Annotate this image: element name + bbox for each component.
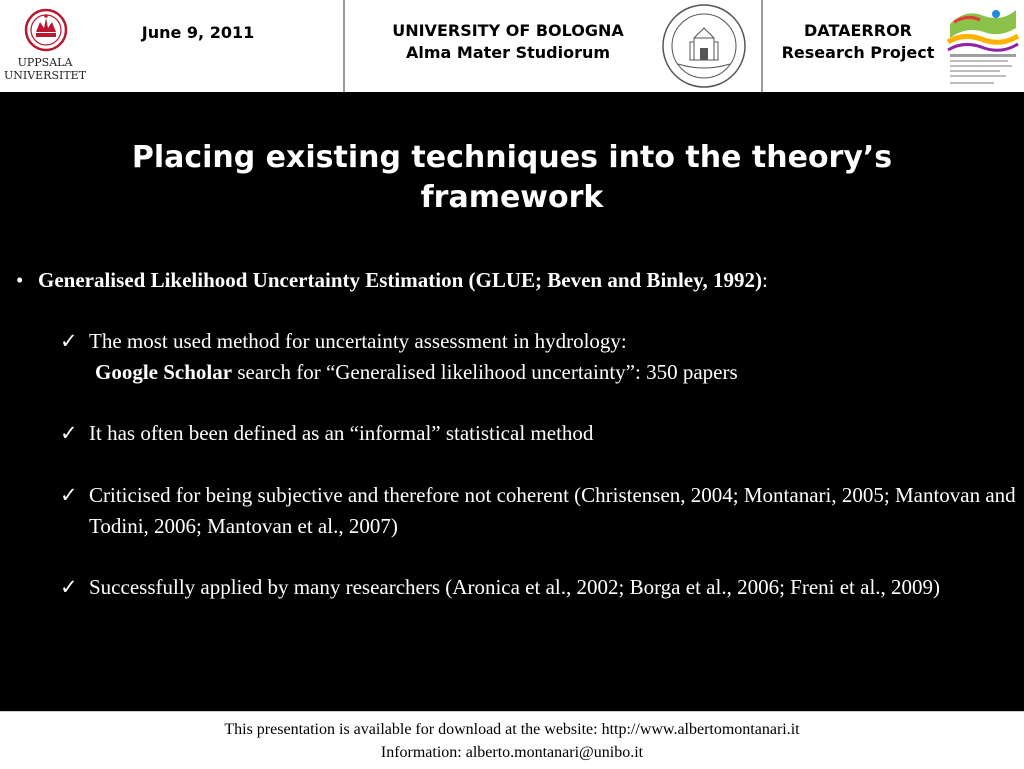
slide-body [0, 92, 1024, 711]
dataerror-title: DATAERROR Research Project [781, 21, 935, 62]
bullet-icon: • [16, 268, 24, 292]
checkmark-icon: ✓ [60, 421, 78, 445]
bologna-title: UNIVERSITY OF BOLOGNA Alma Mater Studiorum [392, 21, 624, 62]
check-item-criticised: ✓ Criticised for being subjective and therefore not coherent (Christensen, 2004; Montanari, 2005; Mantovan and Todini, 2006; Mantovan et al., 2007) [60, 480, 1020, 542]
glue-bullet: • Generalised Likelihood Uncertainty Estimation (GLUE; Beven and Binley, 1992): [16, 268, 768, 292]
dataerror-project-logo [944, 2, 1022, 90]
slide-footer [0, 711, 1024, 769]
contact-info: Information: alberto.montanari@unibo.it [380, 744, 644, 761]
header-divider [761, 0, 763, 92]
download-info: This presentation is available for download at the website: http://www.albertomontanari.it [224, 721, 800, 738]
checkmark-icon: ✓ [60, 329, 78, 353]
check-item-most-used: ✓ The most used method for uncertainty assessment in hydrology: Google Scholar search for “Generalised likelihood uncertainty”: 350 papers [60, 326, 1020, 388]
check-item-applied: ✓ Successfully applied by many researchers (Aronica et al., 2002; Borga et al., 2006; Freni et al., 2009) [60, 572, 1020, 603]
bologna-seal-logo [658, 2, 750, 90]
checkmark-icon: ✓ [60, 575, 78, 599]
checkmark-icon: ✓ [60, 483, 78, 507]
google-scholar-line: Google Scholar search for “Generalised likelihood uncertainty”: 350 papers [95, 360, 738, 384]
presentation-date: June 9, 2011 [141, 23, 255, 42]
slide-header [0, 0, 1024, 92]
header-divider [343, 0, 345, 92]
check-item-informal: ✓ It has often been defined as an “informal” statistical method [60, 418, 1020, 449]
glue-heading: Generalised Likelihood Uncertainty Estimation (GLUE; Beven and Binley, 1992) [38, 268, 762, 292]
slide-title: Placing existing techniques into the theory’s framework [131, 140, 893, 215]
uppsala-wordmark: UPPSALA UNIVERSITET [3, 56, 87, 82]
